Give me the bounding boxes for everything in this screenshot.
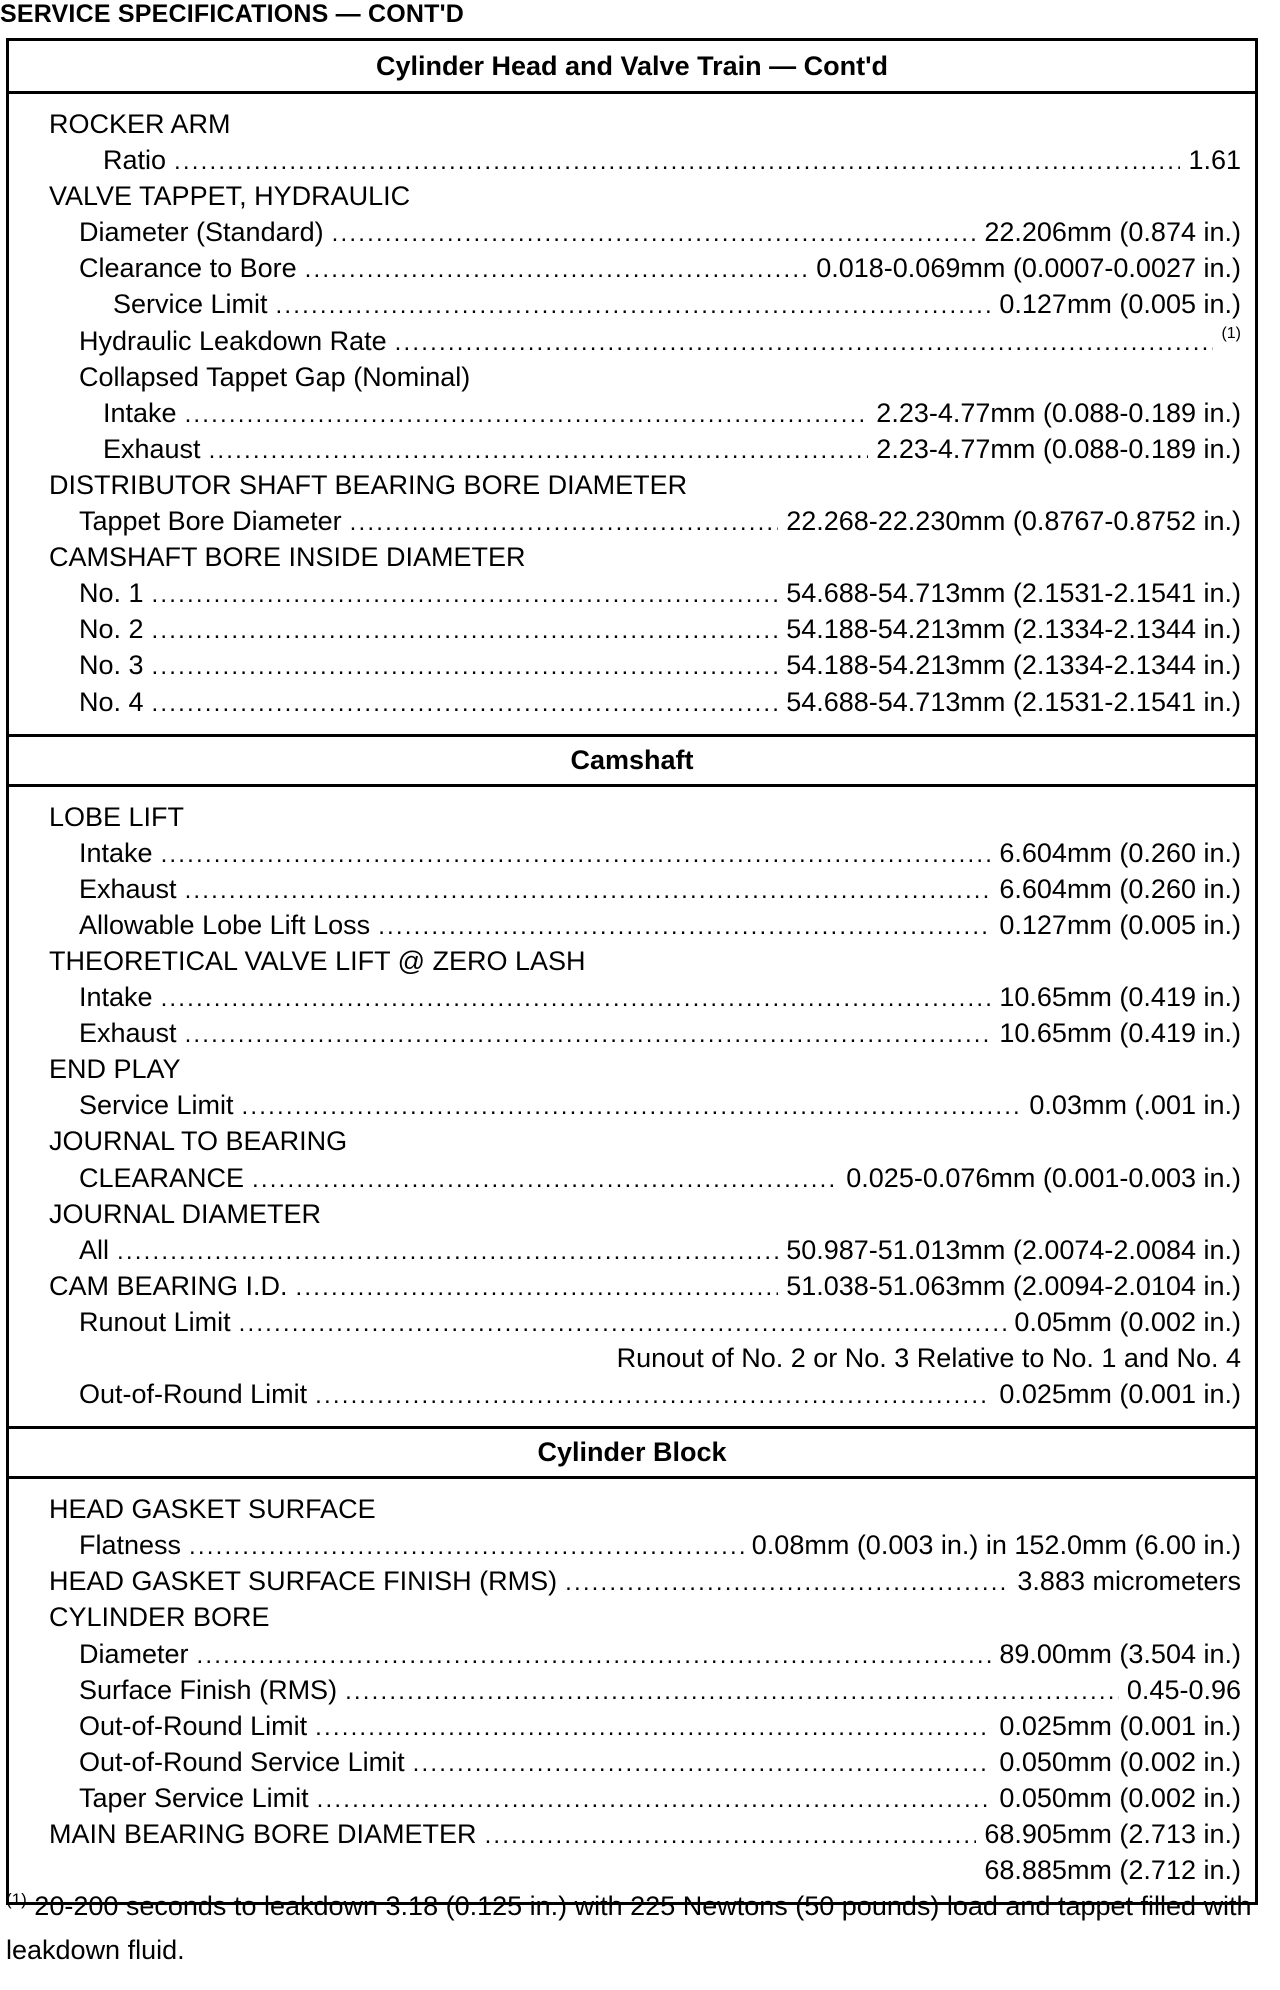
spec-label: Service Limit bbox=[113, 289, 268, 320]
spec-label: Intake bbox=[79, 837, 153, 868]
spec-label: Intake bbox=[79, 982, 153, 1013]
spec-note-text: Runout of No. 2 or No. 3 Relative to No. 1 and No. 4 bbox=[616, 1343, 1241, 1373]
spec-row bbox=[9, 359, 1255, 395]
spec-label: HEAD GASKET SURFACE bbox=[49, 1494, 376, 1525]
spec-row bbox=[9, 1672, 1255, 1708]
spec-label: Flatness bbox=[79, 1530, 182, 1561]
spec-row bbox=[9, 214, 1255, 250]
spec-label: Ratio bbox=[103, 145, 167, 176]
spec-label: JOURNAL DIAMETER bbox=[49, 1198, 322, 1229]
spec-row bbox=[9, 1491, 1255, 1527]
spec-value: 0.025mm (0.001 in.) bbox=[999, 1710, 1241, 1741]
page-title: SERVICE SPECIFICATIONS — CONT'D bbox=[0, 0, 465, 28]
spec-row bbox=[9, 178, 1255, 214]
leader-dots bbox=[315, 1710, 991, 1746]
spec-label: Hydraulic Leakdown Rate bbox=[79, 325, 387, 356]
section-header-camshaft: Camshaft bbox=[9, 734, 1255, 787]
spec-value: 2.23-4.77mm (0.088-0.189 in.) bbox=[876, 397, 1241, 428]
spec-row bbox=[9, 1636, 1255, 1672]
leader-dots bbox=[565, 1565, 1009, 1601]
spec-value: 0.050mm (0.002 in.) bbox=[999, 1782, 1241, 1813]
leader-dots bbox=[345, 1674, 1119, 1710]
spec-label: Exhaust bbox=[79, 873, 177, 904]
leader-dots bbox=[152, 686, 779, 722]
spec-row bbox=[9, 1304, 1255, 1340]
spec-row bbox=[9, 142, 1255, 178]
spec-row bbox=[9, 1816, 1255, 1852]
leader-dots bbox=[185, 1017, 992, 1053]
spec-label: Allowable Lobe Lift Loss bbox=[79, 909, 371, 940]
spec-row bbox=[9, 871, 1255, 907]
leader-dots bbox=[185, 397, 869, 433]
leader-dots bbox=[252, 1162, 838, 1198]
spec-label: No. 3 bbox=[79, 650, 144, 681]
spec-row bbox=[9, 1160, 1255, 1196]
spec-label: JOURNAL TO BEARING bbox=[49, 1126, 348, 1157]
spec-row bbox=[9, 431, 1255, 467]
spec-value: 68.905mm (2.713 in.) bbox=[984, 1819, 1241, 1850]
spec-value: 0.05mm (0.002 in.) bbox=[1014, 1306, 1241, 1337]
spec-label: END PLAY bbox=[49, 1054, 181, 1085]
spec-row bbox=[9, 1268, 1255, 1304]
section-header-cylinder-block: Cylinder Block bbox=[9, 1426, 1255, 1479]
spec-label: Service Limit bbox=[79, 1090, 234, 1121]
spec-value: 10.65mm (0.419 in.) bbox=[999, 1018, 1241, 1049]
spec-value: 6.604mm (0.260 in.) bbox=[999, 837, 1241, 868]
spec-value: 0.08mm (0.003 in.) in 152.0mm (6.00 in.) bbox=[751, 1530, 1241, 1561]
leader-dots bbox=[152, 613, 779, 649]
leader-dots bbox=[189, 1529, 744, 1565]
leader-dots bbox=[161, 981, 992, 1017]
leader-dots bbox=[276, 288, 992, 324]
spec-value: 2.23-4.77mm (0.088-0.189 in.) bbox=[876, 433, 1241, 464]
spec-label: MAIN BEARING BORE DIAMETER bbox=[49, 1819, 477, 1850]
spec-label: Intake bbox=[103, 397, 177, 428]
spec-row bbox=[9, 1744, 1255, 1780]
spec-value: 54.688-54.713mm (2.1531-2.1541 in.) bbox=[786, 686, 1241, 717]
spec-label: Collapsed Tappet Gap (Nominal) bbox=[79, 361, 471, 392]
section-rows-cylinder-block bbox=[9, 1479, 1255, 1902]
leader-dots bbox=[174, 144, 1180, 180]
spec-label: Exhaust bbox=[79, 1018, 177, 1049]
spec-row bbox=[9, 1527, 1255, 1563]
leader-dots bbox=[197, 1638, 992, 1674]
leader-dots bbox=[305, 252, 809, 288]
leader-dots bbox=[332, 216, 977, 252]
spec-row bbox=[9, 1780, 1255, 1816]
spec-label: Runout Limit bbox=[79, 1306, 231, 1337]
leader-dots bbox=[350, 505, 779, 541]
spec-row bbox=[9, 1376, 1255, 1412]
spec-label: No. 1 bbox=[79, 578, 144, 609]
leader-dots bbox=[395, 325, 1214, 361]
spec-label: CAM BEARING I.D. bbox=[49, 1270, 288, 1301]
footnote-text: 20-200 seconds to leakdown 3.18 (0.125 in.) with 225 Newtons (50 pounds) load and tappet filled with leakdown fluid. bbox=[6, 1891, 1252, 1965]
spec-label: All bbox=[79, 1234, 110, 1265]
spec-value: 22.206mm (0.874 in.) bbox=[984, 217, 1241, 248]
spec-value: 0.050mm (0.002 in.) bbox=[999, 1746, 1241, 1777]
spec-value: 22.268-22.230mm (0.8767-0.8752 in.) bbox=[786, 506, 1241, 537]
section-rows-camshaft bbox=[9, 787, 1255, 1427]
spec-value: 50.987-51.013mm (2.0074-2.0084 in.) bbox=[786, 1234, 1241, 1265]
spec-row bbox=[9, 575, 1255, 611]
spec-note bbox=[9, 1852, 1255, 1888]
spec-label: HEAD GASKET SURFACE FINISH (RMS) bbox=[49, 1566, 558, 1597]
leader-dots bbox=[239, 1306, 1007, 1342]
spec-row bbox=[9, 979, 1255, 1015]
leader-dots bbox=[413, 1746, 992, 1782]
spec-value: 10.65mm (0.419 in.) bbox=[999, 982, 1241, 1013]
leader-dots bbox=[152, 577, 779, 613]
spec-note bbox=[9, 1340, 1255, 1376]
spec-row bbox=[9, 1232, 1255, 1268]
leader-dots bbox=[209, 433, 869, 469]
spec-label: THEORETICAL VALVE LIFT @ ZERO LASH bbox=[49, 945, 586, 976]
spec-label: Out-of-Round Service Limit bbox=[79, 1746, 405, 1777]
spec-row bbox=[9, 539, 1255, 575]
spec-label: Taper Service Limit bbox=[79, 1782, 309, 1813]
spec-value: 1.61 bbox=[1188, 145, 1241, 176]
spec-label: VALVE TAPPET, HYDRAULIC bbox=[49, 181, 411, 212]
leader-dots bbox=[317, 1782, 992, 1818]
spec-value: 3.883 micrometers bbox=[1017, 1566, 1241, 1597]
spec-label: Exhaust bbox=[103, 433, 201, 464]
footnote-marker: (1) bbox=[6, 1890, 27, 1909]
leader-dots bbox=[315, 1378, 991, 1414]
spec-row bbox=[9, 1708, 1255, 1744]
spec-label: CAMSHAFT BORE INSIDE DIAMETER bbox=[49, 542, 526, 573]
spec-value: 6.604mm (0.260 in.) bbox=[999, 873, 1241, 904]
spec-label: ROCKER ARM bbox=[49, 109, 231, 139]
spec-label: CLEARANCE bbox=[79, 1162, 245, 1193]
spec-label: CYLINDER BORE bbox=[49, 1602, 270, 1633]
spec-row bbox=[9, 1015, 1255, 1051]
leader-dots bbox=[161, 837, 992, 873]
spec-value: 54.188-54.213mm (2.1334-2.1344 in.) bbox=[786, 614, 1241, 645]
spec-value: 0.018-0.069mm (0.0007-0.0027 in.) bbox=[816, 253, 1241, 284]
spec-label: No. 2 bbox=[79, 614, 144, 645]
spec-value: 68.885mm (2.712 in.) bbox=[984, 1855, 1241, 1886]
spec-row bbox=[9, 647, 1255, 683]
spec-row bbox=[9, 1051, 1255, 1087]
spec-row bbox=[9, 1087, 1255, 1123]
spec-value: 0.127mm (0.005 in.) bbox=[999, 909, 1241, 940]
spec-label: Diameter bbox=[79, 1638, 189, 1669]
section-rows-cylinder-head bbox=[9, 94, 1255, 734]
leader-dots bbox=[378, 909, 991, 945]
spec-value: 89.00mm (3.504 in.) bbox=[999, 1638, 1241, 1669]
spec-row bbox=[9, 467, 1255, 503]
spec-label: Out-of-Round Limit bbox=[79, 1379, 308, 1410]
spec-row bbox=[9, 106, 1255, 142]
leader-dots bbox=[485, 1818, 977, 1854]
spec-label: Out-of-Round Limit bbox=[79, 1710, 308, 1741]
spec-row bbox=[9, 1599, 1255, 1635]
footnote bbox=[6, 1886, 1266, 1970]
leader-dots bbox=[185, 873, 992, 909]
spec-row bbox=[9, 835, 1255, 871]
spec-row bbox=[9, 503, 1255, 539]
leader-dots bbox=[117, 1234, 778, 1270]
spec-row bbox=[9, 250, 1255, 286]
spec-value: 0.025mm (0.001 in.) bbox=[999, 1379, 1241, 1410]
spec-value: 54.688-54.713mm (2.1531-2.1541 in.) bbox=[786, 578, 1241, 609]
spec-value: 0.45-0.96 bbox=[1126, 1674, 1241, 1705]
leader-dots bbox=[242, 1089, 1022, 1125]
spec-label: LOBE LIFT bbox=[49, 801, 185, 832]
spec-value: 0.03mm (.001 in.) bbox=[1029, 1090, 1241, 1121]
spec-row bbox=[9, 907, 1255, 943]
spec-row bbox=[9, 684, 1255, 720]
spec-row bbox=[9, 1563, 1255, 1599]
footnote-ref: (1) bbox=[1221, 324, 1241, 342]
spec-value: 0.025-0.076mm (0.001-0.003 in.) bbox=[846, 1162, 1241, 1193]
spec-row bbox=[9, 799, 1255, 835]
spec-row bbox=[9, 1196, 1255, 1232]
spec-table bbox=[6, 38, 1258, 1905]
spec-row bbox=[9, 611, 1255, 647]
spec-value: 51.038-51.063mm (2.0094-2.0104 in.) bbox=[786, 1270, 1241, 1301]
spec-label: DISTRIBUTOR SHAFT BEARING BORE DIAMETER bbox=[49, 469, 688, 500]
spec-row bbox=[9, 323, 1255, 359]
spec-label: No. 4 bbox=[79, 686, 144, 717]
spec-label: Clearance to Bore bbox=[79, 253, 297, 284]
spec-value: 0.127mm (0.005 in.) bbox=[999, 289, 1241, 320]
spec-label: Surface Finish (RMS) bbox=[79, 1674, 338, 1705]
spec-row bbox=[9, 943, 1255, 979]
section-header-cylinder-head: Cylinder Head and Valve Train — Cont'd bbox=[9, 41, 1255, 94]
spec-label: Diameter (Standard) bbox=[79, 217, 324, 248]
leader-dots bbox=[152, 649, 779, 685]
spec-row bbox=[9, 286, 1255, 322]
spec-row bbox=[9, 395, 1255, 431]
spec-row bbox=[9, 1123, 1255, 1159]
spec-label: Tappet Bore Diameter bbox=[79, 506, 342, 537]
spec-value: 54.188-54.213mm (2.1334-2.1344 in.) bbox=[786, 650, 1241, 681]
leader-dots bbox=[296, 1270, 779, 1306]
